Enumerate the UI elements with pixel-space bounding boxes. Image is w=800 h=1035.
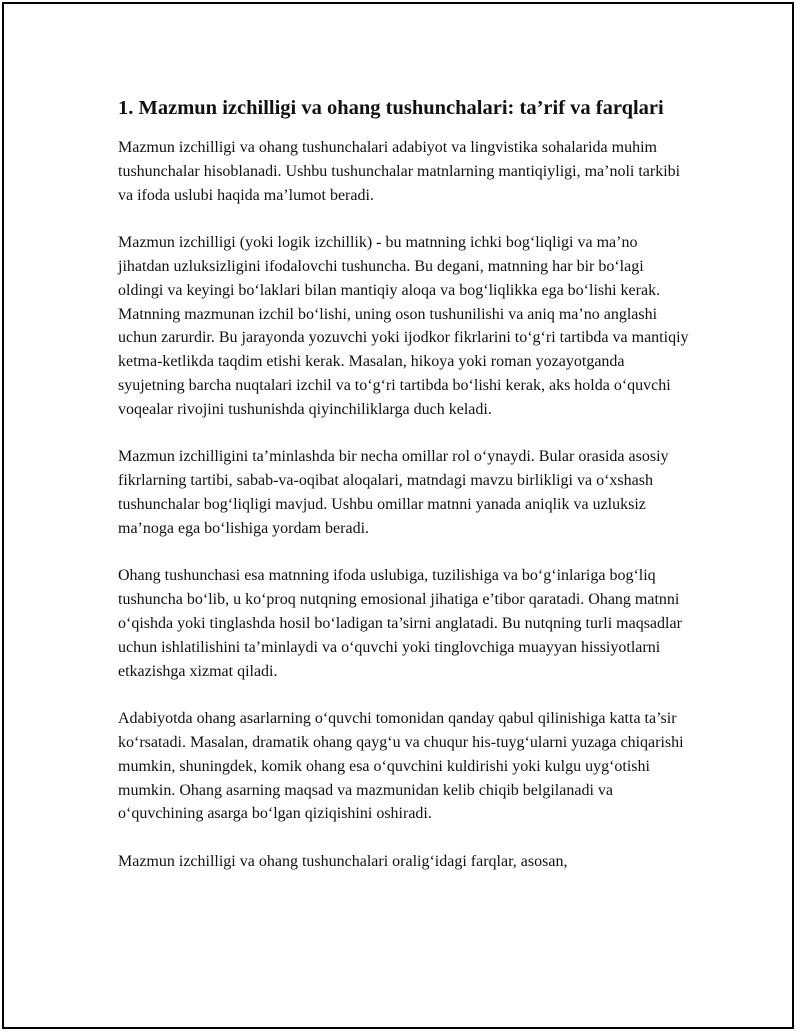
paragraph: Mazmun izchilligi va ohang tushunchalari oralig‘idagi farqlar, asosan,	[118, 852, 568, 870]
paragraph: Ohang tushunchasi esa matnning ifoda uslubiga, tuzilishiga va bo‘g‘inlariga bog‘liq tushuncha bo‘lib, u ko‘proq nutqning emosional jihatiga e’tibor qaratadi. Ohang matnni o‘qishda yoki tinglashda hosil bo‘ladigan ta’sirni anglatadi. Bu nutqning turli maqsadlar uchun ishlatilishini ta’minlaydi va o‘quvchi yoki tinglovchiga muayyan hissiyotlarni etkazishga xizmat qiladi.	[118, 567, 682, 680]
paragraph: Adabiyotda ohang asarlarning o‘quvchi tomonidan qanday qabul qilinishiga katta ta’sir ko‘rsatadi. Masalan, dramatik ohang qayg‘u va chuqur his-tuyg‘ularni yuzaga chiqarishi mumkin, shuningdek, komik ohang esa o‘quvchini kuldirishi yoki kulgu uyg‘otishi mumkin. Ohang asarning maqsad va mazmunidan kelib chiqib belgilanadi va o‘quvchining asarga bo‘lgan qiziqishini oshiradi.	[118, 710, 684, 823]
document-body	[118, 94, 690, 898]
section-heading: 1. Mazmun izchilligi va ohang tushunchalari: ta’rif va farqlari	[118, 97, 664, 119]
paragraph: Mazmun izchilligi va ohang tushunchalari adabiyot va lingvistika sohalarida muhim tushunchalar hisoblanadi. Ushbu tushunchalar matnlarning mantiqiyligi, ma’noli tarkibi va ifoda uslubi haqida ma’lumot beradi.	[118, 139, 681, 204]
paragraph: Mazmun izchilligi (yoki logik izchillik) - bu matnning ichki bog‘liqligi va ma’no jihatdan uzluksizligini ifodalovchi tushuncha. Bu degani, matnning har bir bo‘lagi oldingi va keyingi bo‘laklari bilan mantiqiy aloqa va bog‘liqlikka ega bo‘lishi kerak. Matnning mazmunan izchil bo‘lishi, uning oson tushunilishi va aniq ma’no anglashi uchun zarurdir. Bu jarayonda yozuvchi yoki ijodkor fikrlarini to‘g‘ri tartibda va mantiqiy ketma-ketlikda taqdim etishi kerak. Masalan, hikoya yoki roman yozayotganda syujetning barcha nuqtalari izchil va to‘g‘ri tartibda bo‘lishi kerak, aks holda o‘quvchi voqealar rivojini tushunishda qiyinchiliklarga duch keladi.	[118, 234, 689, 418]
paragraph: Mazmun izchilligini ta’minlashda bir necha omillar rol o‘ynaydi. Bular orasida asosiy fikrlarning tartibi, sabab-va-oqibat aloqalari, matndagi mavzu birlikligi va o‘xshash tushunchalar bog‘liqligi mavjud. Ushbu omillar matnni yanada aniqlik va uzluksiz ma’noga ega bo‘lishiga yordam beradi.	[118, 448, 669, 537]
